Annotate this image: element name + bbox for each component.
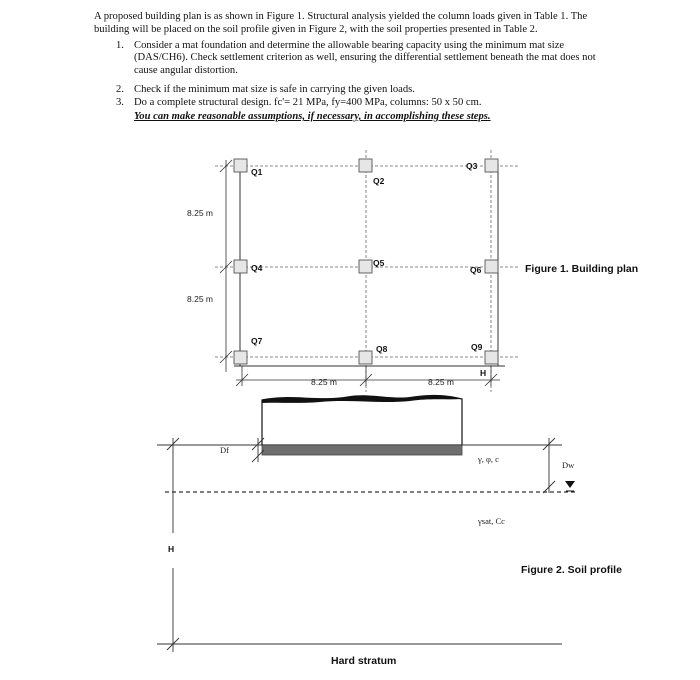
step-2-number: 2.	[116, 84, 124, 95]
span-label-horizontal-1: 8.25 m	[311, 377, 337, 387]
column-label-q1: Q1	[251, 167, 263, 177]
column-q4	[234, 260, 247, 273]
intro-line-2: building will be placed on the soil profile given in Figure 2, with the soil properties presented in Table 2.	[94, 24, 538, 35]
h-label: H	[168, 544, 175, 554]
layer-1-properties: γ, φ, c	[478, 454, 499, 464]
plan-dimension-bottom	[236, 366, 500, 386]
step-1-number: 1.	[116, 40, 124, 51]
plan-columns	[234, 159, 498, 364]
df-label: Df	[220, 445, 229, 455]
column-q5	[359, 260, 372, 273]
column-q1	[234, 159, 247, 172]
column-q8	[359, 351, 372, 364]
water-table-symbol	[565, 481, 575, 488]
step-3-text: Do a complete structural design. fc'= 21 MPa, fy=400 MPa, columns: 50 x 50 cm.	[134, 97, 482, 108]
figure-2-soil-profile	[0, 390, 700, 680]
plan-dimension-left	[220, 160, 232, 372]
column-q7	[234, 351, 247, 364]
column-label-q3: Q3	[466, 161, 478, 171]
column-label-q9: Q9	[471, 342, 483, 352]
span-label-vertical-2: 8.25 m	[187, 294, 213, 304]
figure-1-caption: Figure 1. Building plan	[525, 263, 639, 275]
column-label-q4: Q4	[251, 263, 263, 273]
hard-stratum-label: Hard stratum	[331, 655, 397, 667]
span-label-horizontal-2: 8.25 m	[428, 377, 454, 387]
dw-label: Dw	[562, 460, 575, 470]
plan-edge-label: H	[480, 368, 487, 378]
step-2-text: Check if the minimum mat size is safe in carrying the given loads.	[134, 84, 415, 95]
column-q3	[485, 159, 498, 172]
assumptions-note: You can make reasonable assumptions, if necessary, in accomplishing these steps.	[134, 111, 491, 122]
column-q2	[359, 159, 372, 172]
span-label-vertical-1: 8.25 m	[187, 208, 213, 218]
mat-foundation	[262, 445, 462, 455]
layer-2-properties: γsat, Cc	[478, 516, 505, 526]
column-q6	[485, 260, 498, 273]
backfill-soil	[262, 396, 462, 445]
column-label-q6: Q6	[470, 265, 482, 275]
column-label-q5: Q5	[373, 258, 385, 268]
column-label-q8: Q8	[376, 344, 388, 354]
intro-line-1: A proposed building plan is as shown in Figure 1. Structural analysis yielded the column loads given in Table 1. The	[94, 11, 588, 22]
figure-2-caption: Figure 2. Soil profile	[521, 564, 622, 576]
column-label-q2: Q2	[373, 176, 385, 186]
step-1-text: Consider a mat foundation and determine the allowable bearing capacity using the minimum mat size (DAS/CH6). Check settlement criterion as well, ensuring the differential settlement beneath the mat does not cause angular distortion.	[134, 40, 596, 76]
dw-dimension	[543, 438, 555, 493]
column-label-q7: Q7	[251, 336, 263, 346]
column-q9	[485, 351, 498, 364]
step-3-number: 3.	[116, 97, 124, 108]
